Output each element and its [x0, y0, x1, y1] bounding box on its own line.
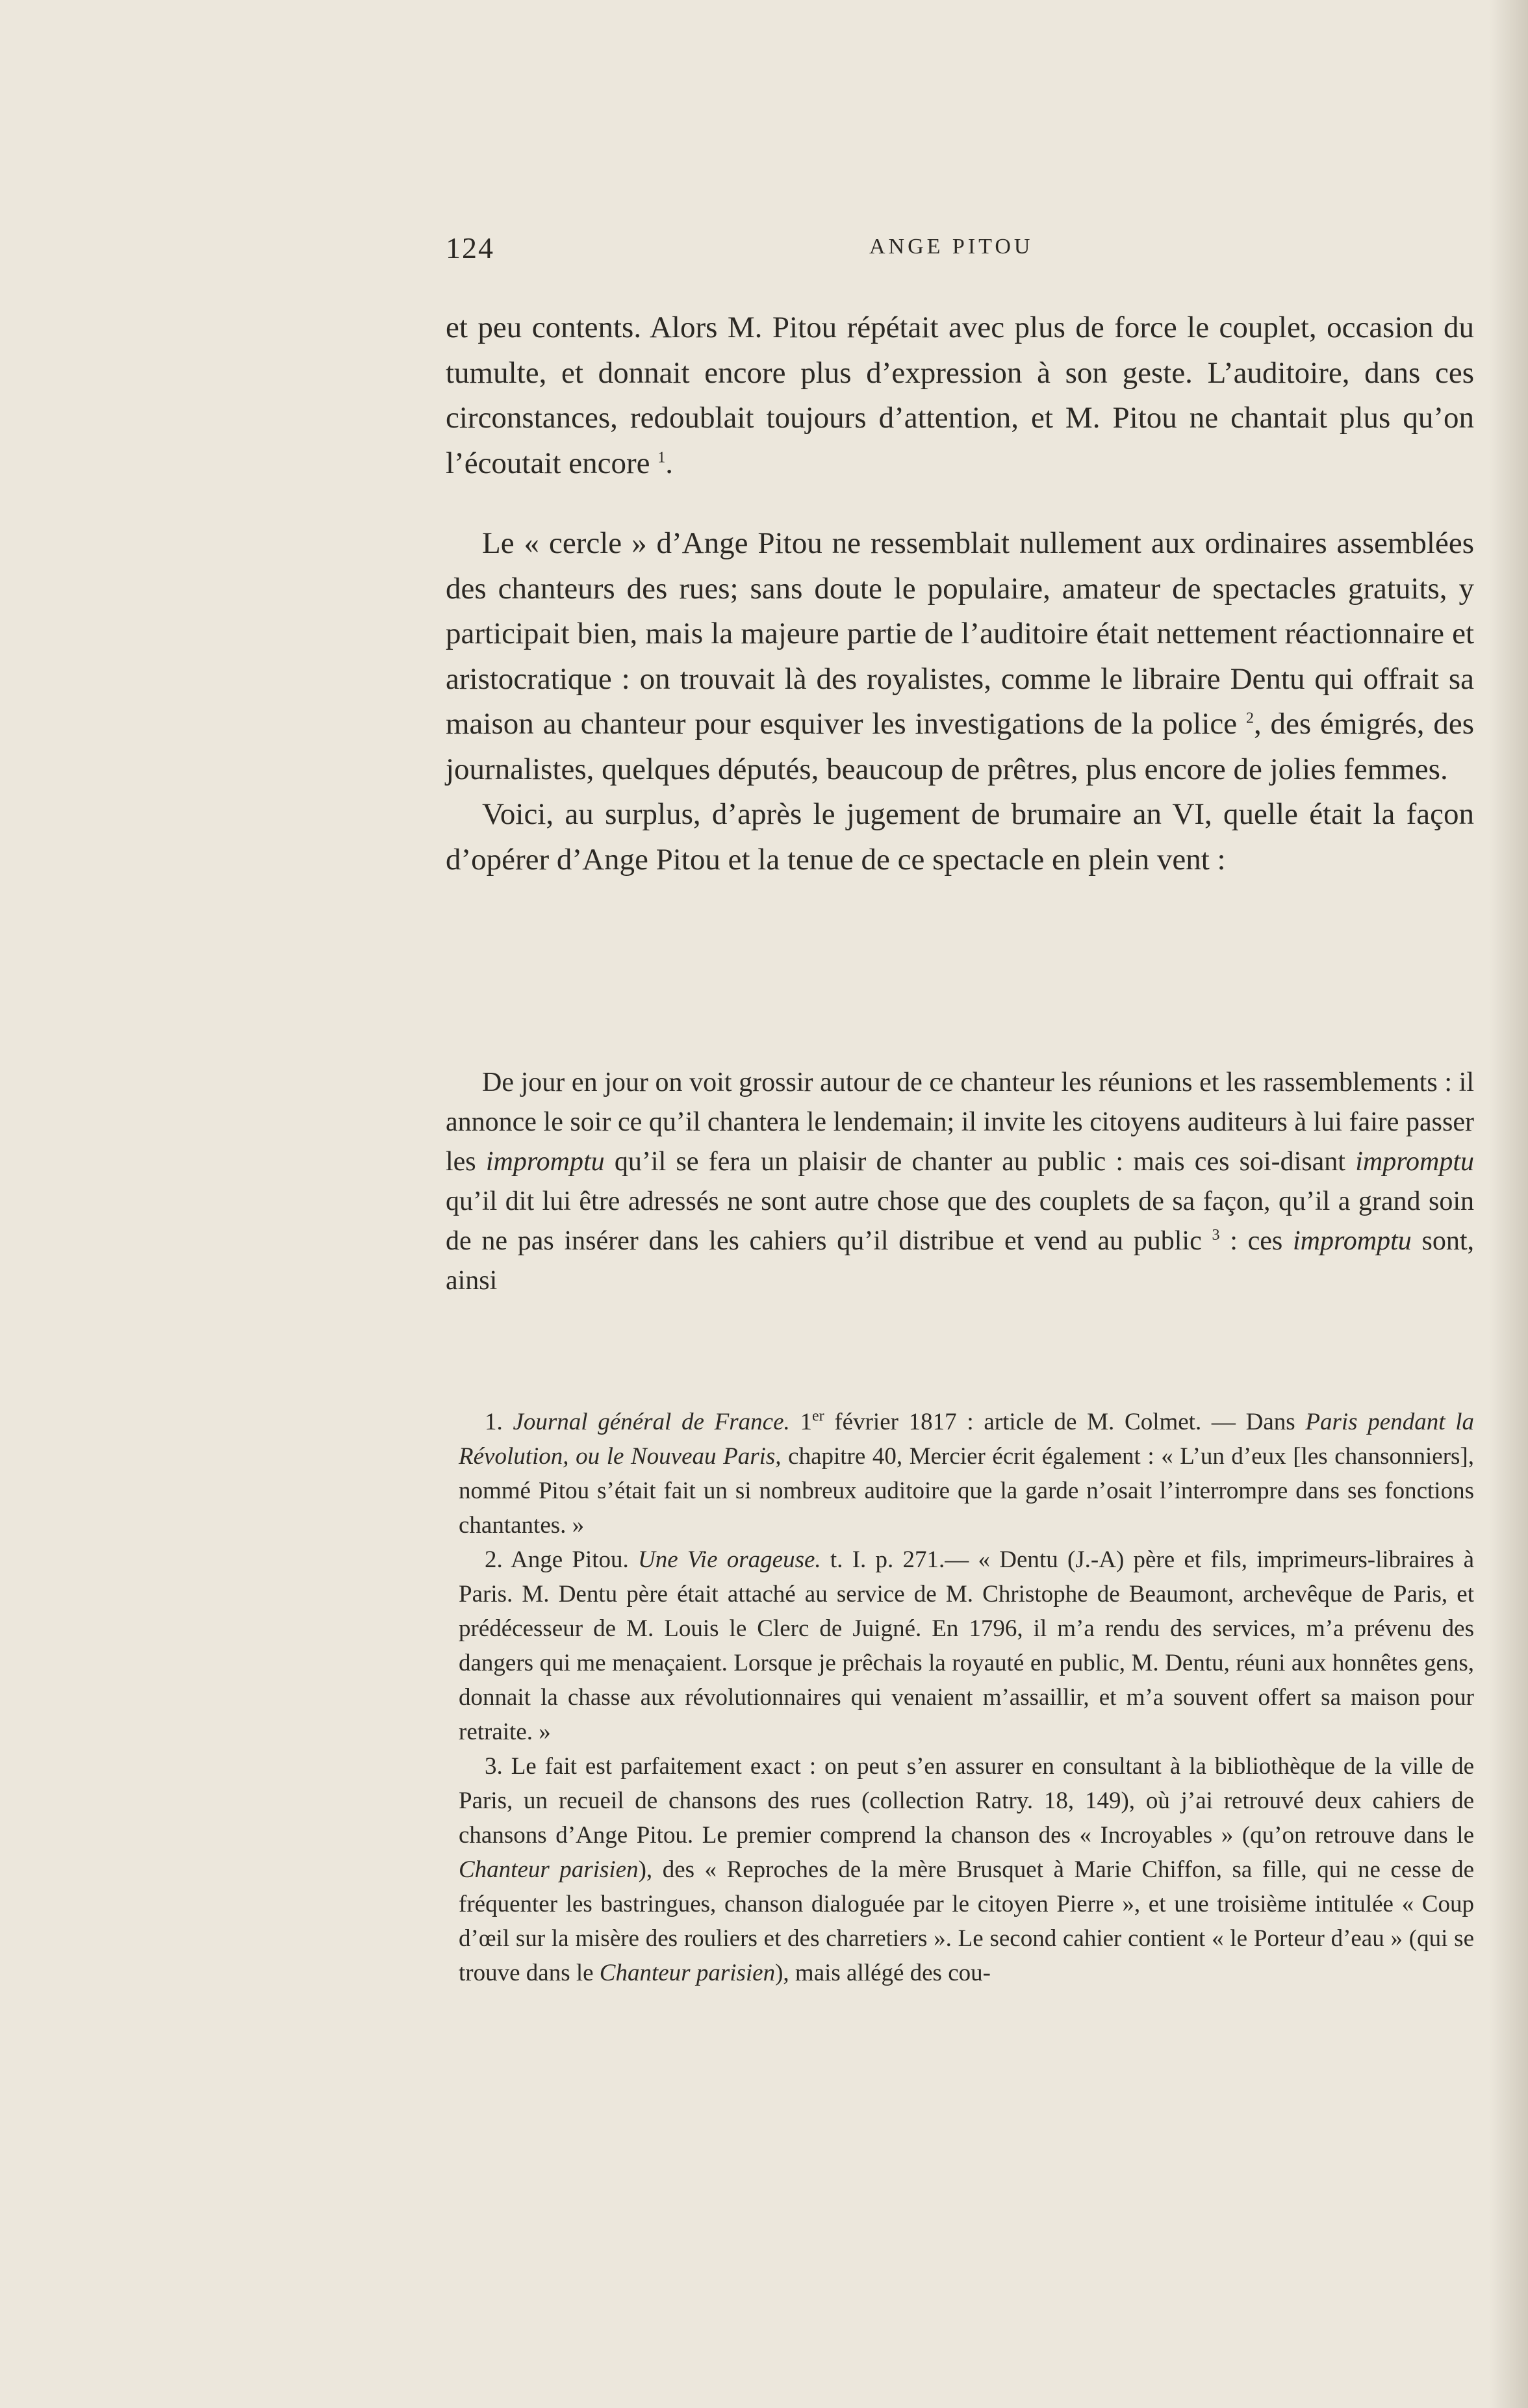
- footnote-3-text-2: ), des « Reproches de la mère Brusquet à Marie Chiffon, sa fille, qui ne cesse de fréquenter les bastringues, chanson dialoguée par le citoyen Pierre », et une troisième intitulée « Coup d’œil sur la misère des rouliers et des charretiers ». Le second cahier contient « le Porteur d’eau » (qui se trouve dans le: [459, 1856, 1474, 1986]
- footnote-3: [459, 1749, 1474, 1990]
- quote-italic-1: impromptu: [485, 1147, 605, 1177]
- quote-text-2: qu’il se fera un plaisir de chanter au public : mais ces soi-disant: [614, 1147, 1345, 1177]
- footnote-1-text-1: février 1817 : article de M. Colmet. — Dans: [834, 1409, 1295, 1435]
- quote-text-1: De jour en jour on voit grossir autour de ce chanteur les réunions et les rassemblements : il annonce le soir ce qu’il chantera le lendemain; il invite les citoyens auditeurs à lui faire passer les: [446, 1068, 1474, 1177]
- paragraph-2: [446, 521, 1474, 792]
- footnote-1-title: Journal général de France.: [513, 1409, 790, 1435]
- footnotes: [459, 1405, 1474, 1990]
- page-header: [446, 231, 1490, 270]
- footnote-3-text-1: Le fait est parfaitement exact : on peut s’en assurer en consultant à la bibliothèque de la ville de Paris, un recueil de chansons des rues (collection Ratry. 18, 149), où j’ai retrouvé deux cahiers de chansons d’Ange Pitou. Le premier comprend la chanson des « Incroyables » (qu’on retrouve dans le: [459, 1753, 1474, 1849]
- footnote-1-text-2: chapitre 40, Mercier écrit également : « L’un d’eux [les chansonniers], nommé Pitou s’était fait un si nombreux auditoire que la garde n’osait l’interrompre dans ses fonctions chantantes. »: [459, 1443, 1475, 1539]
- quote-italic-3: impromptu: [1292, 1226, 1412, 1256]
- footnote-3-number: 3.: [485, 1753, 503, 1780]
- paragraph-3: Voici, au surplus, d’après le jugement de brumaire an VI, quelle était la façon d’opérer d’Ange Pitou et la tenue de ce spectacle en plein vent :: [446, 797, 1474, 877]
- paragraph-2-text-a: Le « cercle » d’Ange Pitou ne ressemblait nullement aux ordinaires assemblées des chanteurs des rues; sans doute le populaire, amateur de spectacles gratuits, y participait bien, mais la majeure partie de l’auditoire était nettement réactionnaire et aristocratique : on trouvait là des royalistes, comme le libraire Dentu qui offrait sa maison au chanteur pour esquiver les investigations de la police: [446, 526, 1474, 741]
- footnote-ref-1: 1: [657, 448, 666, 466]
- block-quote: [446, 1063, 1474, 1301]
- footnote-3-italic-1: Chanteur parisien: [459, 1856, 639, 1883]
- footnote-2-text-1: Ange Pitou.: [510, 1546, 629, 1573]
- main-text: [446, 305, 1474, 882]
- page-number: 124: [446, 231, 494, 264]
- footnote-1-number: 1.: [485, 1409, 503, 1435]
- running-head: ANGE PITOU: [869, 235, 1034, 259]
- footnote-1-day: 1: [800, 1409, 812, 1435]
- footnote-1-day-sup: er: [811, 1407, 824, 1425]
- footnote-2: [459, 1543, 1474, 1749]
- footnote-ref-3: 3: [1212, 1227, 1220, 1244]
- footnote-2-text-2: t. I. p. 271.— « Dentu (J.-A) père et fils, imprimeurs-libraires à Paris. M. Dentu père était attaché au service de M. Christophe de Beaumont, archevêque de Paris, et prédécesseur de M. Louis le Clerc de Juigné. En 1796, il m’a rendu des services, m’a prévenu des dangers qui me menaçaient. Lorsque je prêchais la royauté en public, M. Dentu, réuni aux honnêtes gens, donnait la chasse aux révolutionnaires qui venaient m’assaillir, et m’a souvent offert sa maison pour retraite. »: [459, 1546, 1475, 1745]
- footnote-2-number: 2.: [485, 1546, 503, 1573]
- paragraph-1-text: et peu contents. Alors M. Pitou répétait avec plus de force le couplet, occasion du tumulte, et donnait encore plus d’expression à son geste. L’auditoire, dans ces circonstances, redoublait toujours d’attention, et M. Pitou ne chantait plus qu’on l’écoutait encore: [446, 311, 1474, 480]
- footnote-1: [459, 1405, 1474, 1543]
- footnote-2-italic: Une Vie orageuse.: [638, 1546, 821, 1573]
- quote-text-3: qu’il dit lui être adressés ne sont autre chose que des couplets de sa façon, qu’il a grand soin de ne pas insérer dans les cahiers qu’il distribue et vend au public: [446, 1186, 1474, 1256]
- quote-text-4: : ces: [1219, 1226, 1283, 1256]
- paragraph-2-text-b: , des émigrés, des journalistes, quelques députés, beaucoup de prêtres, plus encore de jolies femmes.: [446, 707, 1475, 786]
- paragraph-1-end: .: [665, 446, 673, 480]
- quote-italic-2: impromptu: [1355, 1147, 1475, 1177]
- paragraph-1: [446, 305, 1474, 486]
- page-edge-shadow: [1489, 0, 1528, 2408]
- footnote-3-italic-2: Chanteur parisien: [599, 1960, 776, 1986]
- footnote-ref-2: 2: [1245, 710, 1254, 727]
- quote-paragraph: [446, 1063, 1474, 1301]
- footnote-1-italic: Paris pendant la Révolution, ou le Nouveau Paris,: [459, 1409, 1474, 1470]
- footnote-3-text-3: ), mais allégé des cou-: [775, 1960, 991, 1986]
- quote-text-5: sont, ainsi: [446, 1226, 1475, 1296]
